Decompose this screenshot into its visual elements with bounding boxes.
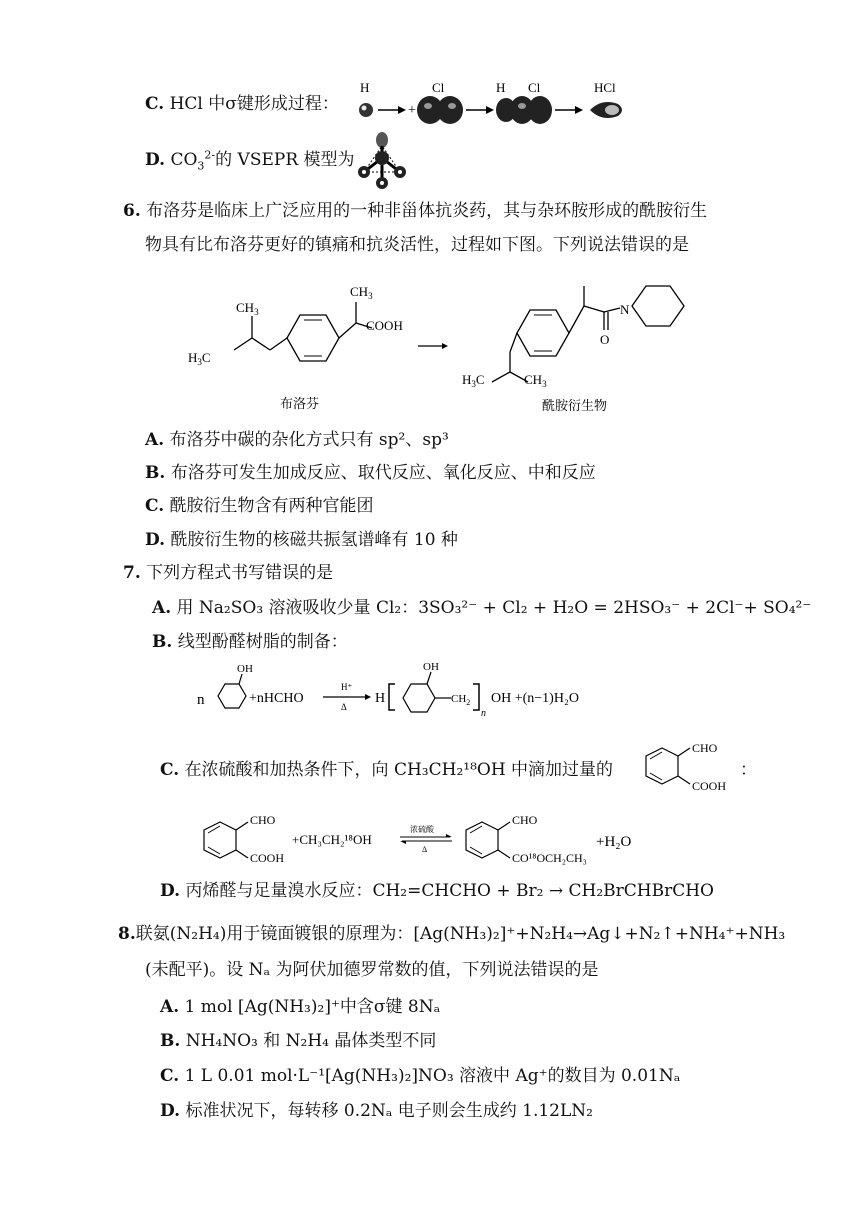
svg-text:CH3: $CH_3$ (524, 372, 547, 389)
option-text: HCl 中σ键形成过程： (169, 94, 339, 114)
svg-text:布洛芬: 布洛芬 (280, 396, 320, 411)
q7-option-c-colon: ： (740, 760, 757, 780)
svg-text:CHO: CHO (250, 813, 276, 827)
svg-text:OH +(n−1)H₂O: OH +(n−1)H₂O (491, 691, 579, 706)
q7-stem: 7. 下列方程式书写错误的是 (123, 563, 334, 583)
q7-option-c: C. 在浓硫酸和加热条件下，向 CH₃CH₂¹⁸OH 中滴加过量的 (160, 760, 614, 780)
svg-text:Δ: Δ (422, 845, 428, 854)
formula-co: CO (170, 150, 198, 170)
q8-option-c: C. 1 L 0.01 mol·L⁻¹[Ag(NH₃)₂]NO₃ 溶液中 Ag⁺的数目为 0.01Nₐ (160, 1066, 681, 1086)
svg-text:CO¹⁸OCH₂CH₃: CO¹⁸OCH₂CH₃ (512, 851, 587, 865)
svg-text:H⁺: H⁺ (341, 682, 353, 692)
q6-stem-line1 (123, 199, 707, 223)
svg-text:酰胺衍生物: 酰胺衍生物 (542, 398, 608, 413)
svg-text:CH2: $CH_2$ (451, 693, 471, 707)
q5-option-c (145, 92, 339, 116)
svg-text:+H₂O: +H₂O (596, 834, 632, 850)
q6-option-d: D. 酰胺衍生物的核磁共振氢谱峰有 10 种 (145, 530, 458, 550)
q7-option-b: B. 线型酚醛树脂的制备： (152, 632, 348, 652)
ibuprofen-reaction-figure (180, 268, 720, 418)
option-letter: D. (145, 150, 166, 170)
phthalaldehyde-acid-molecule (632, 738, 742, 800)
formula-sub: 3 (197, 159, 205, 173)
q8-stem-line1: 8.联氨(N₂H₄)用于镜面镀银的原理为：[Ag(NH₃)₂]⁺+N₂H₄→Ag↓+N₂↑+NH₄⁺+NH₃ (118, 924, 786, 944)
svg-text:CHO: CHO (512, 813, 538, 827)
label-h: H (360, 80, 370, 95)
svg-text:H3C: $H_3C$ (462, 372, 485, 389)
svg-text:COOH: COOH (366, 318, 403, 333)
svg-text:COOH: COOH (250, 851, 285, 865)
option-text: 的 VSEPR 模型为 (215, 150, 355, 170)
svg-text:浓硫酸: 浓硫酸 (410, 825, 434, 834)
svg-text:CHO: CHO (692, 741, 718, 755)
svg-text:n: n (197, 692, 205, 708)
svg-text:COOH: COOH (692, 779, 727, 793)
label-cl2: Cl (528, 80, 541, 95)
q7-option-a: A. 用 Na₂SO₃ 溶液吸收少量 Cl₂：3SO₃²⁻ + Cl₂ + H₂O = 2HSO₃⁻ + 2Cl⁻+ SO₄²⁻ (152, 598, 812, 618)
q8-option-a: A. 1 mol [Ag(NH₃)₂]⁺中含σ键 8Nₐ (160, 997, 441, 1017)
esterification-equation (196, 808, 656, 872)
svg-text:n: n (481, 708, 486, 719)
svg-text:OH: OH (237, 663, 253, 675)
question-number: 6. (123, 201, 141, 221)
svg-text:+CH₃CH₂¹⁸OH: +CH₃CH₂¹⁸OH (292, 832, 372, 847)
svg-text:H3C: $H_3C$ (188, 350, 211, 367)
svg-text:H: H (375, 691, 386, 706)
formula-charge: 2- (204, 148, 216, 162)
option-letter: C. (145, 94, 165, 114)
svg-text:CH3: $CH_3$ (236, 300, 259, 317)
q6-stem-line2: 物具有比布洛芬更好的镇痛和抗炎活性，过程如下图。下列说法错误的是 (145, 235, 689, 255)
svg-text:Δ: Δ (341, 702, 347, 712)
svg-text:+nHCHO: +nHCHO (249, 691, 304, 706)
q6-option-a: A. 布洛芬中碳的杂化方式只有 sp²、sp³ (145, 430, 449, 450)
label-cl: Cl (432, 80, 445, 95)
label-hcl: HCl (594, 80, 616, 95)
svg-text:N: N (620, 302, 630, 317)
q8-stem-line2: (未配平)。设 Nₐ 为阿伏加德罗常数的值，下列说法错误的是 (145, 960, 599, 980)
q8-option-d: D. 标准状况下，每转移 0.2Nₐ 电子则会生成约 1.12LN₂ (160, 1101, 593, 1121)
svg-text:OH: OH (423, 661, 439, 673)
svg-text:CH3: $CH_3$ (350, 284, 373, 301)
question-text: 布洛芬是临床上广泛应用的一种非甾体抗炎药，其与杂环胺形成的酰胺衍生 (146, 201, 708, 221)
label-h2: H (496, 80, 506, 95)
vsepr-model-image (352, 128, 414, 192)
q6-option-b: B. 布洛芬可发生加成反应、取代反应、氧化反应、中和反应 (145, 463, 596, 483)
q5-option-d (145, 148, 355, 172)
q7-option-d: D. 丙烯醛与足量溴水反应：CH₂=CHCHO + Br₂ → CH₂BrCHBrCHO (160, 881, 714, 901)
svg-text:+: + (408, 103, 416, 118)
q6-option-c: C. 酰胺衍生物含有两种官能团 (145, 496, 374, 516)
phenol-formaldehyde-equation (195, 660, 615, 740)
hcl-sigma-bond-diagram (350, 78, 640, 130)
svg-text:O: O (600, 332, 610, 347)
q8-option-b: B. NH₄NO₃ 和 N₂H₄ 晶体类型不同 (160, 1031, 437, 1051)
